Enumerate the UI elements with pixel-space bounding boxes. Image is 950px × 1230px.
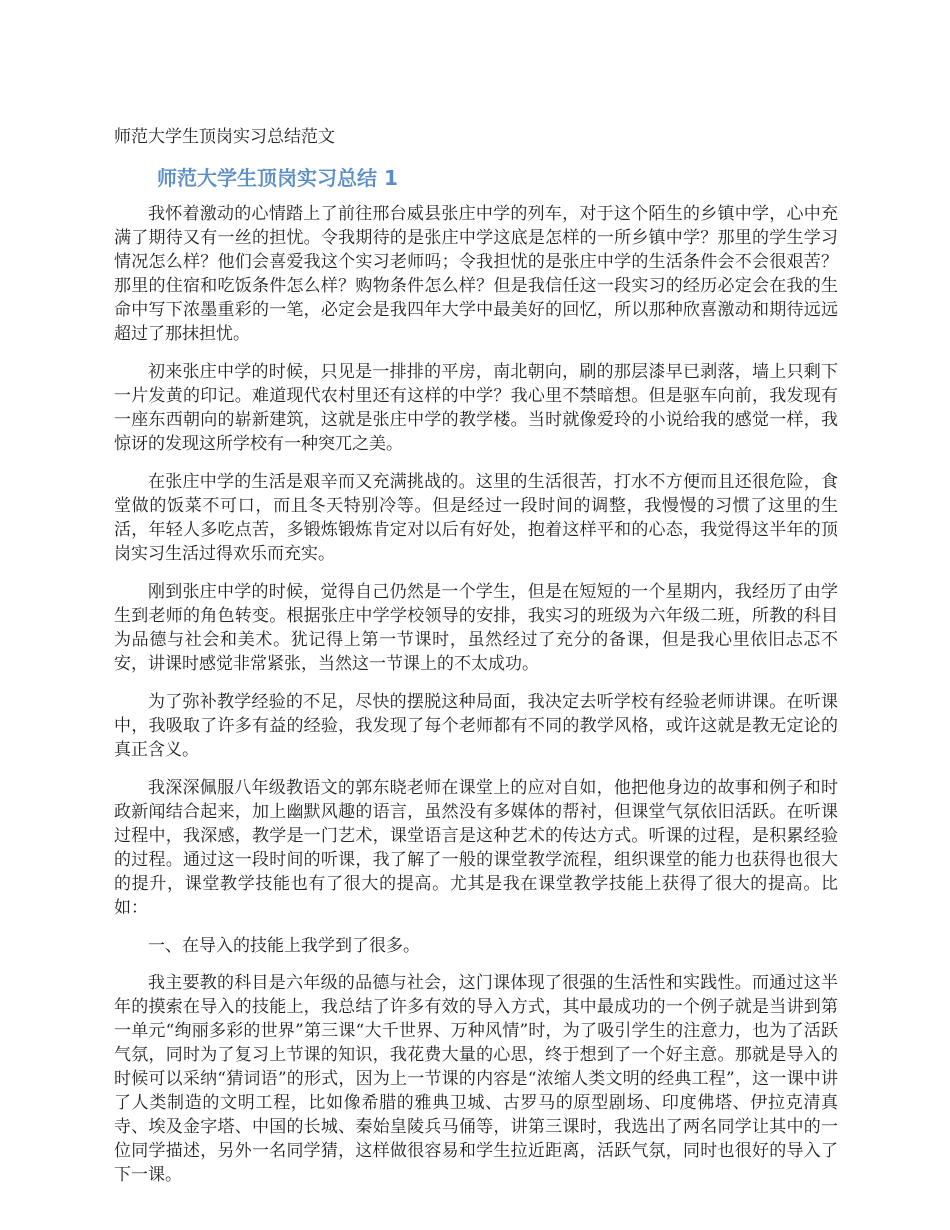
paragraph-7: 我主要教的科目是六年级的品德与社会，这门课体现了很强的生活性和实践性。而通过这半年的摸索在导入的技能上，我总结了许多有效的导入方式，其中最成功的一个例子就是当讲到第一单元“绚丽多彩的世界”第三课“大千世界、万种风情”时，为了吸引学生的注意力，也为了活跃气氛，同时为了复习上节课的知识，我花费大量的心思，终于想到了一个好主意。那就是导入的时候可以采纳“猜词语”的形式，因为上一节课的内容是“浓缩人类文明的经典工程”，这一课中讲了人类制造的文明工程，比如像希腊的雅典卫城、古罗马的原型剧场、印度佛塔、伊拉克清真寺、埃及金字塔、中国的长城、秦始皇陵兵马俑等，讲第三课时，我选出了两名同学让其中的一位同学描述，另外一名同学猜，这样做很容易和学生拉近距离，活跃气氛，同时也很好的导入了下一课。 [114,973,838,1185]
section-heading: 师范大学生顶岗实习总结 1 [157,166,398,190]
document-title: 师范大学生顶岗实习总结范文 [114,127,335,147]
paragraph-4: 刚到张庄中学的时候，觉得自己仍然是一个学生，但是在短短的一个星期内，我经历了由学生到老师的角色转变。根据张庄中学学校领导的安排，我实习的班级为六年级二班，所教的科目为品德与社会和美术。犹记得上第一节课时，虽然经过了充分的备课，但是我心里依旧忐忑不安，讲课时感觉非常紧张，当然这一节课上的不太成功。 [114,582,838,674]
document-body [114,202,838,1201]
paragraph-1: 我怀着激动的心情踏上了前往邢台威县张庄中学的列车，对于这个陌生的乡镇中学，心中充满了期待又有一丝的担忧。令我期待的是张庄中学这底是怎样的一所乡镇中学？那里的学生学习情况怎么样？他们会喜爱我这个实习老师吗；令我担忧的是张庄中学的生活条件会不会很艰苦？那里的住宿和吃饭条件怎么样？购物条件怎么样？但是我信任这一段实习的经历必定会在我的生命中写下浓墨重彩的一笔，必定会是我四年大学中最美好的回忆，所以那种欣喜激动和期待远远超过了那抹担忧。 [114,204,838,344]
list-heading: 一、在导入的技能上我学到了很多。 [148,936,420,956]
paragraph-6: 我深深佩服八年级教语文的郭东晓老师在课堂上的应对自如，他把他身边的故事和例子和时政新闻结合起来，加上幽默风趣的语言，虽然没有多媒体的帮衬，但课堂气氛依旧活跃。在听课过程中，我深感，教学是一门艺术，课堂语言是这种艺术的传达方式。听课的过程，是积累经验的过程。通过这一段时间的听课，我了解了一般的课堂教学流程，组织课堂的能力也获得也很大的提升，课堂教学技能也有了很大的提高。尤其是我在课堂教学技能上获得了很大的提高。比如： [114,778,838,918]
paragraph-2: 初来张庄中学的时候，只见是一排排的平房，南北朝向，刷的那层漆早已剥落，墙上只剩下一片发黄的印记。难道现代农村里还有这样的中学？我心里不禁暗想。但是驱车向前，我发现有一座东西朝向的崭新建筑，这就是张庄中学的教学楼。当时就像爱玲的小说给我的感觉一样，我惊讶的发现这所学校有一种突兀之美。 [114,362,838,454]
paragraph-3: 在张庄中学的生活是艰辛而又充满挑战的。这里的生活很苦，打水不方便而且还很危险，食堂做的饭菜不可口，而且冬天特别冷等。但是经过一段时间的调整，我慢慢的习惯了这里的生活，年轻人多吃点苦，多锻炼锻炼肯定对以后有好处，抱着这样平和的心态，我觉得这半年的顶岗实习生活过得欢乐而充实。 [114,472,838,564]
paragraph-5: 为了弥补教学经验的不足，尽快的摆脱这种局面，我决定去听学校有经验老师讲课。在听课中，我吸取了许多有益的经验，我发现了每个老师都有不同的教学风格，或许这就是教无定论的真正含义。 [114,692,838,760]
